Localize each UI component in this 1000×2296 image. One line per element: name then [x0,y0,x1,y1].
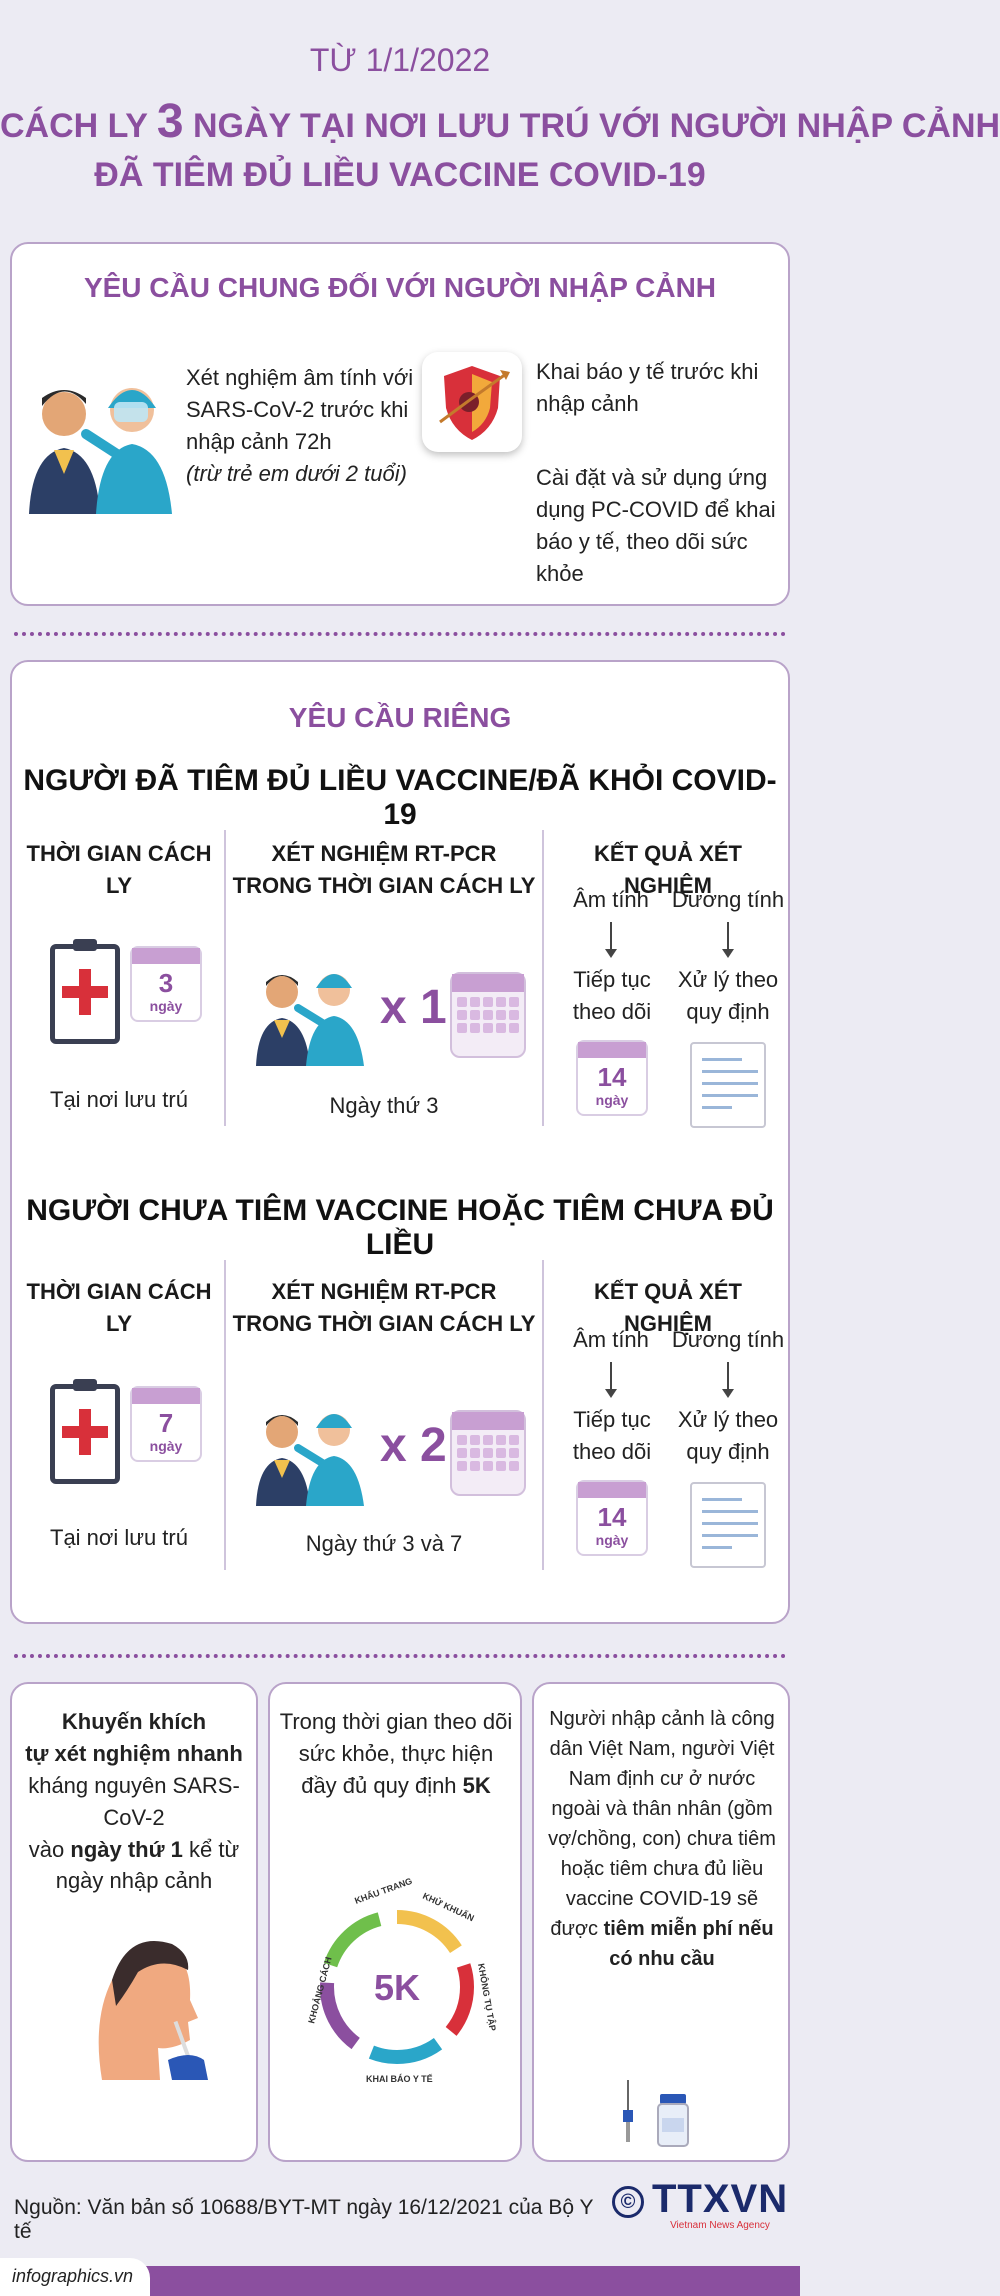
group2-negative-action: Tiếp tục theo dõi [572,1407,652,1464]
group2-clipboard-icon [50,1384,120,1484]
group1-negative-action: Tiếp tục theo dõi [572,967,652,1024]
vaccine-vial-icon [620,2080,700,2150]
group1-document-icon [690,1042,766,1128]
group1-col3-title: KẾT QUẢ XÉT NGHIỆM [594,841,742,898]
copyright-icon: © [612,2186,644,2218]
test-note: (trừ trẻ em dưới 2 tuổi) [186,460,407,486]
footer-source: Nguồn: Văn bản số 10688/BYT-MT ngày 16/12/2021 của Bộ Y tế [14,2196,594,2243]
bottom-col2-text [278,1706,514,1802]
footer-site-tab [0,2258,150,2296]
group1-negative-arrow [610,922,612,956]
specific-title: YÊU CẦU RIÊNG [288,702,512,733]
group2-test-days: Ngày thứ 3 và 7 [305,1531,463,1556]
group1-clipboard-icon [50,944,120,1044]
group1-heading: NGƯỜI ĐÃ TIÊM ĐỦ LIỀU VACCINE/ĐÃ KHỎI COVID-19 [23,764,777,831]
group1-col2-title: XÉT NGHIỆM RT-PCR TRONG THỜI GIAN CÁCH LY [232,841,536,898]
title-before: CÁCH LY [0,107,157,145]
logo-text: TTXVN [652,2177,789,2221]
group1-multiplier: x 1 [380,981,447,1034]
header-title [0,94,1000,149]
group2-monitor-days: 14 [597,1502,627,1532]
group2-multiplier: x 2 [380,1419,447,1472]
group2-heading: NGƯỜI CHƯA TIÊM VACCINE HOẶC TIÊM CHƯA ĐỦ LIỀU [26,1194,774,1261]
group1-days: 3 [158,968,174,998]
divider-2 [14,1654,786,1658]
bottom-col3-text [542,1704,782,1974]
group1-negative: Âm tính [573,887,649,912]
col1-text-2-bold: ngày thứ 1 [70,1836,183,1862]
group2-positive-arrow [727,1362,729,1396]
group1-col1-title: THỜI GIAN CÁCH LY [26,841,212,898]
bottom-card-1 [10,1682,258,2162]
col3-text: Người nhập cảnh là công dân Việt Nam, người Việt Nam định cư ở nước ngoài và thân nhân (gồm vợ/chồng, con) chưa tiêm hoặc tiêm chưa đủ liều vaccine COVID-19 sẽ được [548,1708,776,1940]
test-text: Xét nghiệm âm tính với SARS-CoV-2 trước khi nhập cảnh 72h [186,365,414,454]
pc-covid-app-icon [422,352,522,452]
general-test-text [186,362,416,490]
wheel-label-5: KHOẢNG CÁCH [306,1955,334,2025]
group1-positive-arrow [727,922,729,956]
group2-days-calendar [130,1386,202,1462]
col1-text-3: ngày nhập cảnh [55,1868,213,1894]
col1-text-2-post: kể từ [182,1836,240,1862]
col1-text-2-pre: vào [28,1836,71,1862]
col2-bold: 5K [462,1772,491,1798]
group2-negative: Âm tính [573,1327,649,1352]
shield-icon [422,352,522,452]
ttxvn-logo [652,2178,788,2231]
group1-testing-icon [252,956,372,1066]
group2-document-icon [690,1482,766,1568]
bottom-card-3 [532,1682,790,2162]
col3-bold: tiêm miễn phí nếu có nhu cầu [603,1918,774,1970]
group1-days-unit: ngày [149,998,183,1014]
5k-wheel-icon [294,1875,500,2090]
group2-monitor-calendar [576,1480,648,1556]
footer-site: infographics.vn [12,2266,134,2286]
group1-location: Tại nơi lưu trú [50,1087,188,1112]
group2-days-unit: ngày [149,1438,183,1454]
group2-vline-1 [224,1260,226,1570]
group2-vline-2 [542,1260,544,1570]
col2-text: Trong thời gian theo dõi sức khỏe, thực hiện đầy đủ quy định [279,1709,513,1798]
group1-positive-action: Xử lý theo quy định [677,967,779,1024]
col1-bold-2: tự xét nghiệm nhanh [25,1740,243,1766]
general-title: YÊU CẦU CHUNG ĐỐI VỚI NGƯỜI NHẬP CẢNH [83,272,717,303]
group2-testing-icon [252,1396,372,1506]
specific-card [10,660,790,1624]
group2-col2-title: XÉT NGHIỆM RT-PCR TRONG THỜI GIAN CÁCH LY [232,1279,536,1336]
wheel-center: 5K [373,1967,421,2008]
group1-monitor-calendar [576,1040,648,1116]
group1-test-calendar [450,972,526,1058]
header-date: TỪ 1/1/2022 [309,42,491,78]
header-title-line2: ĐÃ TIÊM ĐỦ LIỀU VACCINE COVID-19 [94,156,706,194]
group1-vline-2 [542,830,544,1126]
group2-col3-title: KẾT QUẢ XÉT NGHIỆM [594,1279,742,1336]
testing-people-icon [24,364,184,514]
group1-vline-1 [224,830,226,1126]
divider-1 [14,632,786,636]
group2-col1-title: THỜI GIAN CÁCH LY [26,1279,212,1336]
group1-monitor-days: 14 [597,1062,627,1092]
general-app-text: Cài đặt và sử dụng ứng dụng PC-COVID để khai báo y tế, theo dõi sức khỏe [536,465,776,586]
col1-bold-1: Khuyến khích [61,1709,207,1734]
group1-days-calendar [130,946,202,1022]
group1-test-days: Ngày thứ 3 [329,1093,439,1118]
bottom-card-2 [268,1682,522,2162]
self-test-person-icon [72,1910,222,2080]
group2-positive: Dương tính [671,1327,785,1352]
group2-location: Tại nơi lưu trú [50,1525,188,1550]
group2-test-calendar [450,1410,526,1496]
group2-monitor-unit: ngày [595,1532,629,1548]
wheel-label-2: KHỬ KHUẨN [421,1890,476,1924]
general-card [10,242,790,606]
title-number: 3 [156,95,184,148]
group2-positive-action: Xử lý theo quy định [677,1407,779,1464]
group2-negative-arrow [610,1362,612,1396]
wheel-label-3: KHÔNG TỤ TẬP [476,1962,498,2032]
group1-positive: Dương tính [671,887,785,912]
logo-sub: Vietnam News Agency [670,2220,770,2231]
wheel-label-1: KHẨU TRANG [353,1875,414,1906]
group2-days: 7 [158,1408,174,1438]
wheel-label-4: KHAI BÁO Y TẾ [366,2074,433,2084]
group1-monitor-unit: ngày [595,1092,629,1108]
general-declare-text: Khai báo y tế trước khi nhập cảnh [536,359,759,416]
title-after: NGÀY TẠI NƠI LƯU TRÚ VỚI NGƯỜI NHẬP CẢNH [183,107,1000,145]
col1-text-1: kháng nguyên SARS-CoV-2 [28,1772,240,1830]
bottom-col1-text [18,1706,250,1897]
